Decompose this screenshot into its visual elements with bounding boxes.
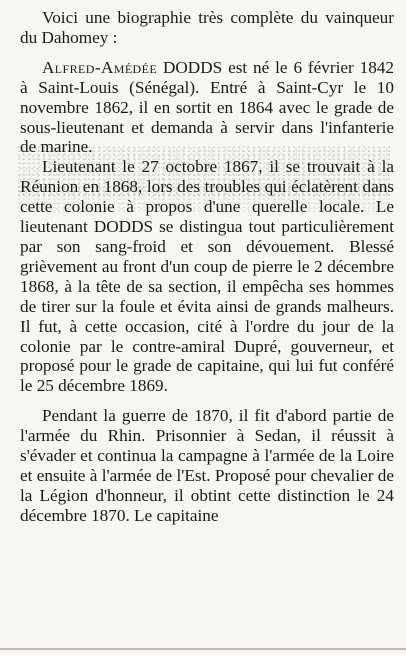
page-bottom-edge [0,648,406,650]
subject-given-names: Alfred-Amédée [42,57,158,77]
intro-paragraph: Voici une biographie très complète du vainqueur du Dahomey : [20,8,394,47]
birth-paragraph [20,58,394,158]
subject-surname: DODDS [162,57,223,77]
war-1870-paragraph: Pendant la guerre de 1870, il fit d'abord partie de l'armée du Rhin. Prisonnier à Sedan, il réussit à s'évader et continua la campagne à l'armée de la Loire et ensuite à l'armée de l'Est. Proposé pour chevalier de la Légion d'honneur, il obtint cette distinction le 24 décembre 1870. Le capitaine [20,406,394,525]
article-text [20,8,394,526]
reunion-paragraph: Lieutenant le 27 octobre 1867, il se trouvait à la Réunion en 1868, lors des troubles qui éclatèrent dans cette colonie à propos d'une querelle locale. Le lieutenant DODDS se distingua tout particulièrement par son sang-froid et son dévouement. Blessé grièvement au front d'un coup de pierre le 2 décembre 1868, à la tête de sa section, il empêcha ses hommes de tirer sur la foule et évita ainsi de grands malheurs. Il fut, à cette occasion, cité à l'ordre du jour de la colonie par le contre-amiral Dupré, gouverneur, et proposé pour le grade de capitaine, qui lui fut conféré le 25 décembre 1869. [20,157,394,396]
birth-paragraph-body: est né le 6 février 1842 à Saint-Louis (Sénégal). Entré à Saint-Cyr le 10 novembre 1862, il en sortit en 1864 avec le grade de sous-lieutenant et demanda à servir dans l'infanterie de marine. [20,57,394,157]
